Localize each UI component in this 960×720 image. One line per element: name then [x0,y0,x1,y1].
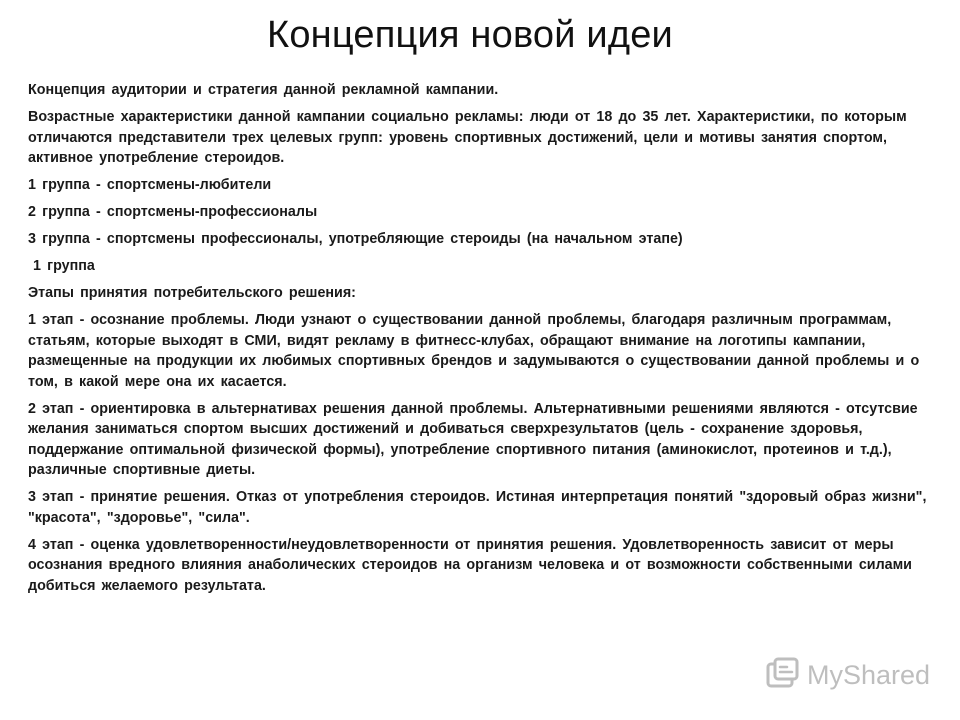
paragraph-group-2: 2 группа - спортсмены-профессионалы [28,204,318,220]
paragraph-audience-concept: Концепция аудитории и стратегия данной рекламной кампании. [28,82,499,98]
paragraph-stage-4: 4 этап - оценка удовлетворенности/неудовлетворенности от принятия решения. Удовлетворенность зависит от меры осознания вредного влияния анаболических стероидов на организм человека и от возможности собственными силами добиться желаемого результата. [28,536,912,594]
paragraph-stages-heading: Этапы принятия потребительского решения: [28,285,356,301]
paragraph-group-3: 3 группа - спортсмены профессионалы, употребляющие стероиды (на начальном этапе) [28,231,683,247]
slide-body [28,80,928,603]
paragraph-age-characteristics: Возрастные характеристики данной кампании социально рекламы: люди от 18 до 35 лет. Характеристики, по которым отличаются представители трех целевых групп: уровень спортивных достижений, цели и мотивы занятия спортом, активное употребление стероидов. [28,109,907,166]
myshared-watermark [765,655,930,695]
myshared-logo-icon [765,657,801,693]
page-title: Концепция новой идеи [267,14,673,56]
paragraph-stage-1: 1 этап - осознание проблемы. Люди узнают о существовании данной проблемы, благодаря различным программам, статьям, которые выходят в СМИ, видят рекламу в фитнесс-клубах, обращают внимание на логотипы кампании, размещенные на продукции их любимых спортивных брендов и задумываются о существовании данной проблемы и о том, в какой мере она их касается. [28,312,920,390]
watermark-text: MyShared [807,659,931,690]
paragraph-group-1-repeat: 1 группа [33,258,95,274]
paragraph-stage-2: 2 этап - ориентировка в альтернативах решения данной проблемы. Альтернативными решениями являются - отсутсвие желания заниматься спортом высших достижений и добиваться сверхрезультатов (цель - сохранение здоровья, поддержание оптимальной физической формы), употребление спортивного питания (аминокислот, протеинов и т.д.), различные спортивные диеты. [28,400,918,478]
paragraph-group-1: 1 группа - спортсмены-любители [28,177,272,193]
paragraph-stage-3: 3 этап - принятие решения. Отказ от употребления стероидов. Истиная интерпретация понятий "здоровый образ жизни", "красота", "здоровье", "сила". [28,489,927,526]
